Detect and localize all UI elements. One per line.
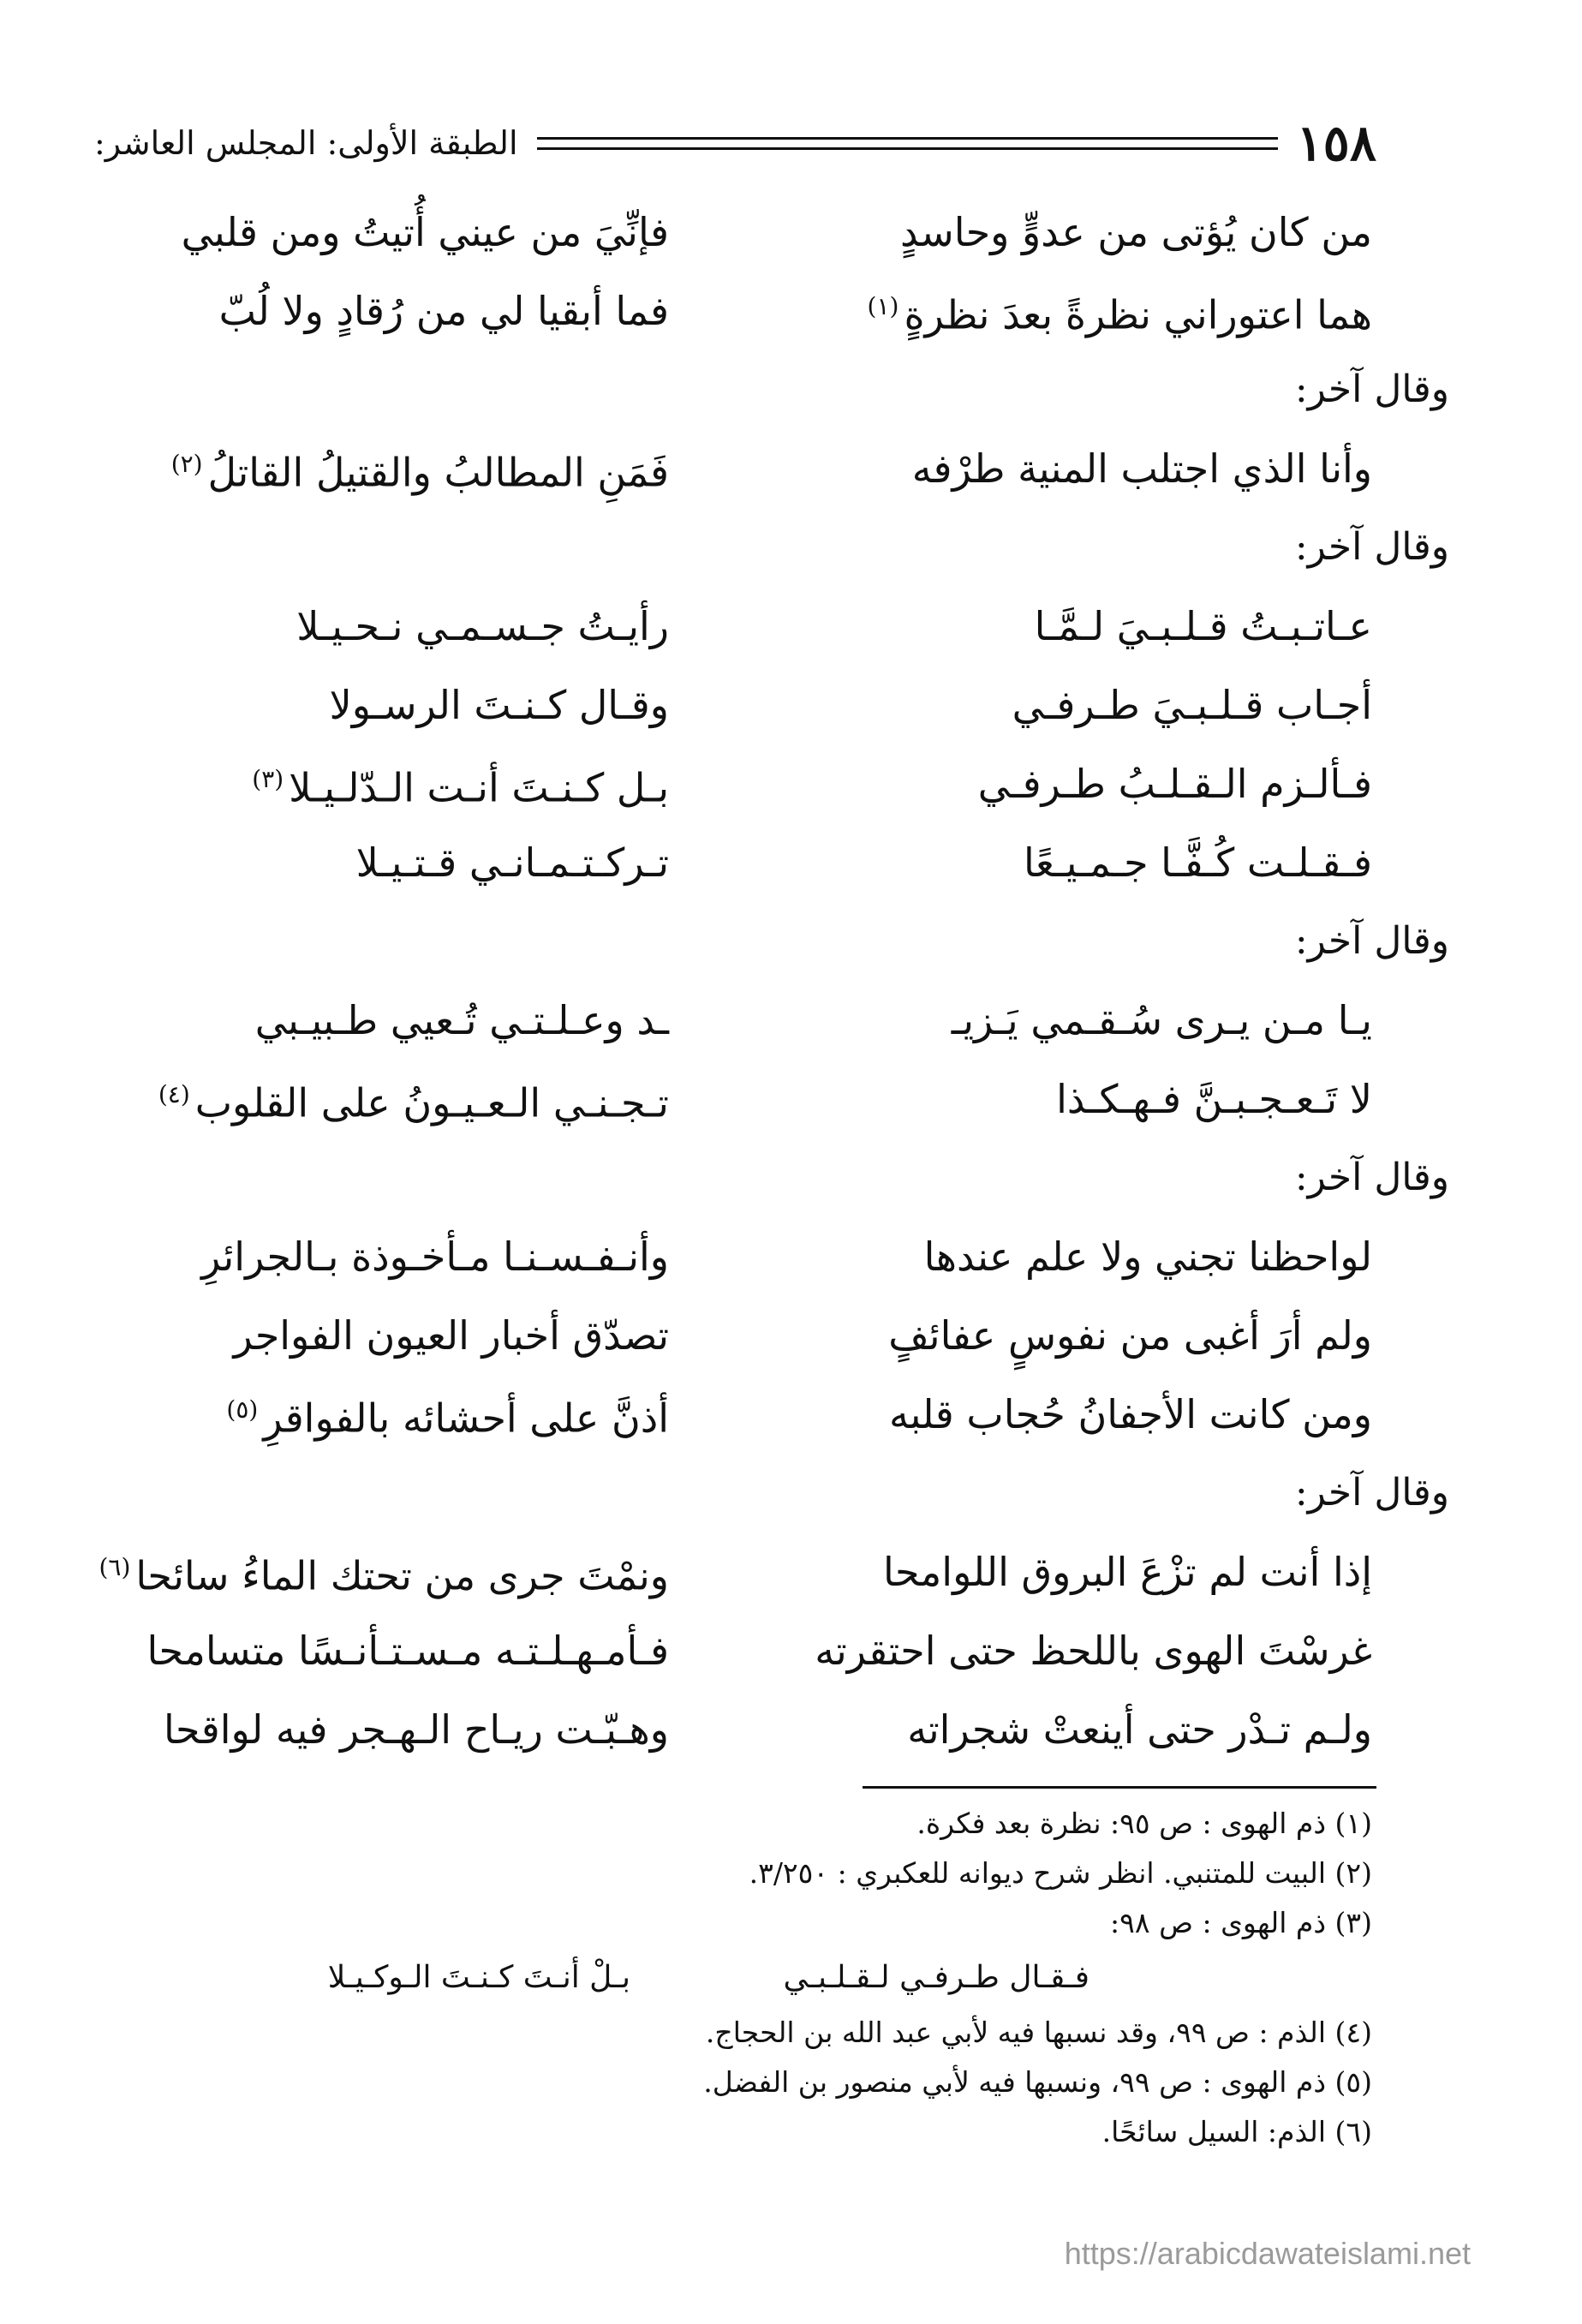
footnote-ref: (٥) [226, 1395, 259, 1425]
hemistich-first [772, 1690, 1372, 1769]
verse-line [171, 744, 1372, 823]
hemistich-first [772, 1375, 1372, 1454]
verse-intro: وقال آخر: [1294, 367, 1449, 411]
verse-text: ولـم تـدْر حتى أينعتْ شجراته [907, 1706, 1372, 1753]
poem-block [170, 350, 1449, 508]
hemistich-first [772, 1217, 1372, 1296]
verse-text: إذا أنت لم تزْعَ البروق اللوامحا [882, 1549, 1372, 1595]
hemistich-first [772, 744, 1372, 823]
footnote: (٦) الذم: السيل سائحًا. [1101, 2115, 1372, 2148]
verse-text: أذنَّ على أحشائه بالفواقرِ [263, 1395, 669, 1442]
verse-text: عـاتـبـتُ قـلـبـيَ لـمَّـا [1034, 603, 1372, 649]
verse-text: ونمْتَ جرى من تحتك الماءُ سائحا [135, 1552, 669, 1599]
poem-block [171, 1138, 1449, 1454]
verse-text: فإنِّيَ من عيني أُتيتُ ومن قلبي [181, 209, 669, 255]
verse-line [171, 666, 1372, 744]
hemistich-first [772, 587, 1372, 666]
poem-block [99, 1454, 1449, 1769]
hemistich-second [171, 823, 772, 902]
hemistich-first [772, 1060, 1372, 1138]
verse-line [171, 823, 1372, 902]
footnote-verse-second: بـلْ أنـتَ كـنـتَ الـوكـيـلا [327, 1960, 630, 1995]
hemistich-second [164, 1690, 772, 1769]
footnote: (١) ذم الهوى : ص ٩٥: نظرة بعد فكرة. [916, 1807, 1372, 1840]
hemistich-first [772, 1532, 1372, 1611]
verse-text: تصدّق أخبار العيون الفواجر [233, 1312, 669, 1359]
hemistich-second [171, 740, 772, 827]
footnote-separator [863, 1786, 1376, 1789]
verse-text: فـألـزم الـقـلـبُ طـرفـي [977, 761, 1372, 807]
hemistich-second [171, 1296, 772, 1375]
poem-block [171, 508, 1449, 902]
hemistich-first [772, 1611, 1372, 1690]
verse-line [99, 1532, 1372, 1611]
verse-text: لا تَـعـجـبـنَّ فـهـكـذا [1056, 1076, 1372, 1122]
verse-intro: وقال آخر: [1294, 1156, 1449, 1199]
verse-text: ولم أرَ أغبى من نفوسٍ عفائفٍ [888, 1312, 1372, 1359]
verse-line [171, 587, 1372, 666]
hemistich-second [171, 587, 772, 666]
verse-intro: وقال آخر: [1294, 525, 1449, 569]
footnote: (٥) ذم الهوى : ص ٩٩، ونسبها فيه لأبي منصور بن الفضل. [703, 2065, 1372, 2099]
hemistich-first [772, 193, 1372, 272]
hemistich-first [772, 666, 1372, 744]
verse-text: يـا مـن يـرى سُـقـمي يَـزيـ [951, 997, 1372, 1043]
hemistich-second [99, 1528, 772, 1615]
running-title: الطبقة الأولى: المجلس العاشر: [94, 124, 518, 162]
hemistich-second [146, 1611, 772, 1690]
poem-block [171, 193, 1372, 350]
hemistich-second [171, 666, 772, 744]
hemistich-second [171, 1371, 772, 1457]
verse-text: فـقـلـت كُـفَّـا جـمـيـعًا [1023, 839, 1372, 886]
footnote: (٢) البيت للمتنبي. انظر شرح ديوانه للعكبري : ٣/٢٥٠. [749, 1856, 1372, 1890]
poem-body [99, 193, 1449, 1769]
footnote-ref: (٤) [158, 1080, 190, 1109]
footnote-ref: (٣) [252, 765, 284, 794]
verse-line [171, 429, 1372, 508]
footnote-verse-first: فـقـال طـرفـي لـقـلـبـي [783, 1960, 1089, 1995]
verse-text: وقـال كـنـتَ الرسـولا [329, 682, 669, 728]
verse-line [171, 1217, 1372, 1296]
poem-block [158, 902, 1449, 1138]
verse-text: رأيـتُ جـسـمـي نـحـيـلا [296, 603, 669, 649]
verse-line [146, 1611, 1372, 1690]
verse-text: غرسْتَ الهوى باللحظ حتى احتقرته [815, 1628, 1372, 1674]
hemistich-second [158, 1055, 772, 1142]
page-number: ١٥٨ [1296, 114, 1376, 172]
running-header [94, 113, 1376, 173]
hemistich-second [171, 981, 772, 1060]
hemistich-first [772, 981, 1372, 1060]
footnote: (٤) الذم : ص ٩٩، وقد نسبها فيه لأبي عبد الله بن الحجاج. [705, 2016, 1372, 2049]
footnote-verse [171, 1948, 1372, 2008]
verse-line [171, 981, 1372, 1060]
verse-text: ـد وعـلـتـي تُـعيي طـبيـبي [254, 997, 669, 1043]
footnotes [171, 1799, 1372, 2157]
hemistich-first [772, 429, 1372, 508]
verse-text: وأنا الذي اجتلب المنية طرْفه [911, 445, 1372, 492]
verse-intro: وقال آخر: [1294, 919, 1449, 963]
header-double-rule [537, 137, 1278, 150]
verse-line [158, 1060, 1372, 1138]
verse-intro: وقال آخر: [1294, 1471, 1449, 1514]
verse-text: من كان يُؤتى من عدوٍّ وحاسدٍ [900, 209, 1372, 255]
verse-text: وأنـفـسـنـا مـأخـوذة بـالجرائرِ [201, 1234, 669, 1280]
verse-text: هما اعتوراني نظرةً بعدَ نظرةٍ [904, 291, 1372, 338]
hemistich-second [171, 272, 772, 350]
footnote-ref: (١) [867, 292, 899, 321]
hemistich-second [171, 425, 772, 511]
verse-text: تـركـتـمـانـي قـتـيـلا [355, 839, 669, 886]
hemistich-first [772, 1296, 1372, 1375]
footnote: (٣) ذم الهوى : ص ٩٨: [1110, 1906, 1372, 1939]
hemistich-second [171, 193, 772, 272]
verse-line [171, 272, 1372, 350]
watermark-url: https://arabicdawateislami.net [1064, 2236, 1471, 2271]
footnote-ref: (٢) [170, 450, 203, 479]
hemistich-second [171, 1217, 772, 1296]
verse-text: ومن كانت الأجفانُ حُجاب قلبه [889, 1391, 1372, 1437]
verse-text: فما أبقيا لي من رُقادٍ ولا لُبّ [218, 288, 669, 334]
verse-line [171, 1375, 1372, 1454]
verse-line [171, 1296, 1372, 1375]
verse-text: وهـبّـت ريـاح الـهـجر فيه لواقحا [164, 1706, 669, 1753]
verse-line [164, 1690, 1372, 1769]
verse-text: تـجـنـي الـعـيـونُ على القلوب [194, 1079, 669, 1126]
verse-text: لواحظنا تجني ولا علم عندها [923, 1234, 1372, 1280]
verse-line [171, 193, 1372, 272]
verse-text: بـل كـنـتَ أنـت الـدّلـيـلا [289, 764, 669, 811]
verse-text: فـأمـهـلـتـه مـسـتـأنـسًا متسامحا [146, 1628, 669, 1674]
verse-text: فَمَنِ المطالبُ والقتيلُ القاتلُ [207, 449, 669, 496]
hemistich-first [772, 267, 1372, 354]
footnote-ref: (٦) [99, 1553, 131, 1582]
hemistich-first [772, 823, 1372, 902]
verse-text: أجـاب قـلـبـيَ طـرفـي [1012, 682, 1372, 728]
